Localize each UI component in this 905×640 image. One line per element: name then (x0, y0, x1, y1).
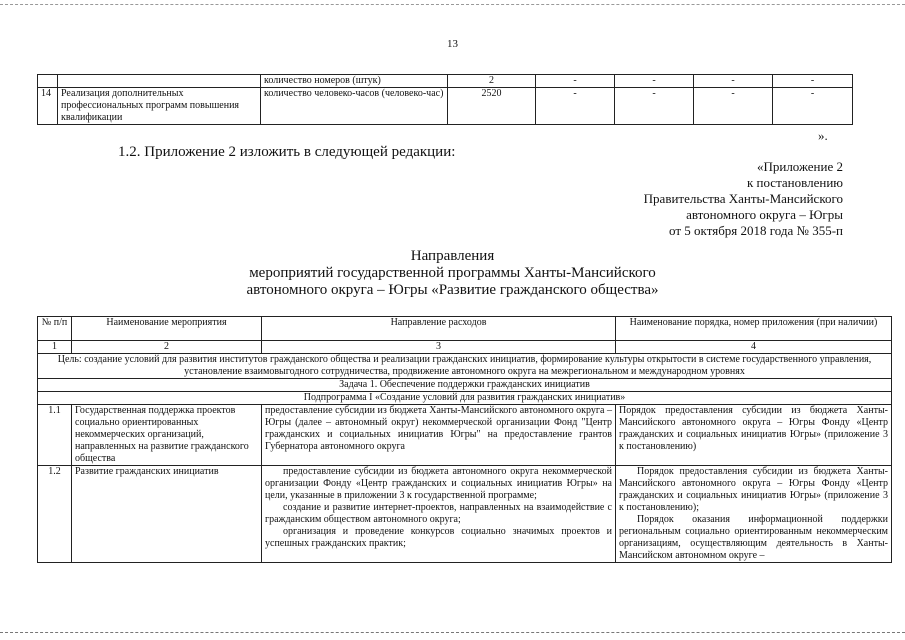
heading-line: автономного округа – Югры «Развитие гражданского общества» (246, 282, 659, 298)
appendix-line: к постановлению (746, 175, 843, 190)
procedure-paragraph: Порядок оказания информационной поддержки региональным социально ориентированным некоммерческим организациям, осуществляющим деятельность в Ханты-Мансийском автономном округе – (619, 514, 888, 561)
top-table (37, 74, 853, 125)
value-cell: - (536, 75, 615, 88)
header-num: № п/п (38, 317, 72, 341)
task-row (38, 379, 892, 392)
appendix-header (644, 159, 843, 239)
measure-name: Развитие гражданских инициатив (72, 466, 262, 563)
document-heading (0, 248, 905, 299)
closing-quote: ». (818, 128, 828, 143)
value-cell: - (536, 88, 615, 125)
header-procedure: Наименование порядка, номер приложения (при наличии) (616, 317, 892, 341)
appendix-line: Правительства Ханты-Мансийского (643, 191, 843, 206)
column-number: 2 (72, 341, 262, 354)
main-table (37, 316, 892, 563)
column-numbers-row (38, 341, 892, 354)
goal-row (38, 354, 892, 379)
row-number: 1.1 (38, 405, 72, 466)
indicator: количество человеко-часов (человеко-час) (261, 88, 448, 125)
direction-paragraph: предоставление субсидии из бюджета автономного округа некоммерческой организации Фонду «Центр гражданских и социальных инициатив Югры» на цели, указанные в приложении 3 к государственной программе; (265, 466, 612, 501)
table-row (38, 466, 892, 563)
direction-paragraph: создание и развитие интернет-проектов, направленных на взаимодействие с гражданским обществом автономного округа; (265, 502, 612, 525)
expense-direction: предоставление субсидии из бюджета Ханты-Мансийского автономного округа – Югры (далее – автономный округ) некоммерческой организации Фонд "Центр гражданских и социальных инициатив Югры" на предоставление грантов Губернатора автономного округа (262, 405, 616, 466)
column-number: 4 (616, 341, 892, 354)
value-cell: - (694, 75, 773, 88)
header-row (38, 317, 892, 341)
appendix-line: «Приложение 2 (756, 159, 843, 174)
scan-edge-bottom (0, 632, 905, 633)
value-cell: 2520 (448, 88, 536, 125)
scan-edge-top (0, 4, 905, 5)
value-cell: - (694, 88, 773, 125)
heading-line: Направления (410, 248, 495, 264)
measure-name: Реализация дополнительных профессиональных программ повышения квалификации (58, 88, 261, 125)
value-cell: - (615, 88, 694, 125)
row-number: 14 (38, 88, 58, 125)
row-number (38, 75, 58, 88)
appendix-line: от 5 октября 2018 года № 355-п (669, 223, 843, 238)
measure-name: Государственная поддержка проектов социально ориентированных некоммерческих организаций, направленных на развитие гражданского общества (72, 405, 262, 466)
indicator: количество номеров (штук) (261, 75, 448, 88)
measure-name (58, 75, 261, 88)
procedure-name (616, 466, 892, 563)
value-cell: 2 (448, 75, 536, 88)
table-row (38, 405, 892, 466)
goal-text: Цель: создание условий для развития институтов гражданского общества и реализации гражданских инициатив, формирование культуры открытости в системе государственного управления, установление взаимовыгодного сотрудничества, продвижение автономного округа на межрегиональном и международном уровнях (38, 354, 892, 379)
header-direction: Направление расходов (262, 317, 616, 341)
page-number: 13 (447, 38, 458, 50)
procedure-name: Порядок предоставления субсидии из бюджета Ханты-Мансийского автономного округа – Югры Фонду «Центр гражданских и социальных инициатив Югры» (приложение 3 к постановлению) (616, 405, 892, 466)
subprogram-row (38, 392, 892, 405)
table-row (38, 75, 853, 88)
expense-direction (262, 466, 616, 563)
table-row (38, 88, 853, 125)
value-cell: - (773, 88, 853, 125)
value-cell: - (773, 75, 853, 88)
row-number: 1.2 (38, 466, 72, 563)
value-cell: - (615, 75, 694, 88)
subprogram-text: Подпрограмма I «Создание условий для развития гражданских инициатив» (38, 392, 892, 405)
header-name: Наименование мероприятия (72, 317, 262, 341)
heading-line: мероприятий государственной программы Ханты-Мансийского (249, 265, 656, 281)
column-number: 3 (262, 341, 616, 354)
column-number: 1 (38, 341, 72, 354)
lead-text: 1.2. Приложение 2 изложить в следующей редакции: (118, 144, 456, 160)
task-text: Задача 1. Обеспечение поддержки гражданских инициатив (38, 379, 892, 392)
appendix-line: автономного округа – Югры (686, 207, 843, 222)
direction-paragraph: организация и проведение конкурсов социально значимых проектов и успешных гражданских практик; (265, 526, 612, 549)
procedure-paragraph: Порядок предоставления субсидии из бюджета Ханты-Мансийского автономного округа – Югры Фонду «Центр гражданских и социальных инициатив Югры» (приложение 3 к постановлению); (619, 466, 888, 513)
